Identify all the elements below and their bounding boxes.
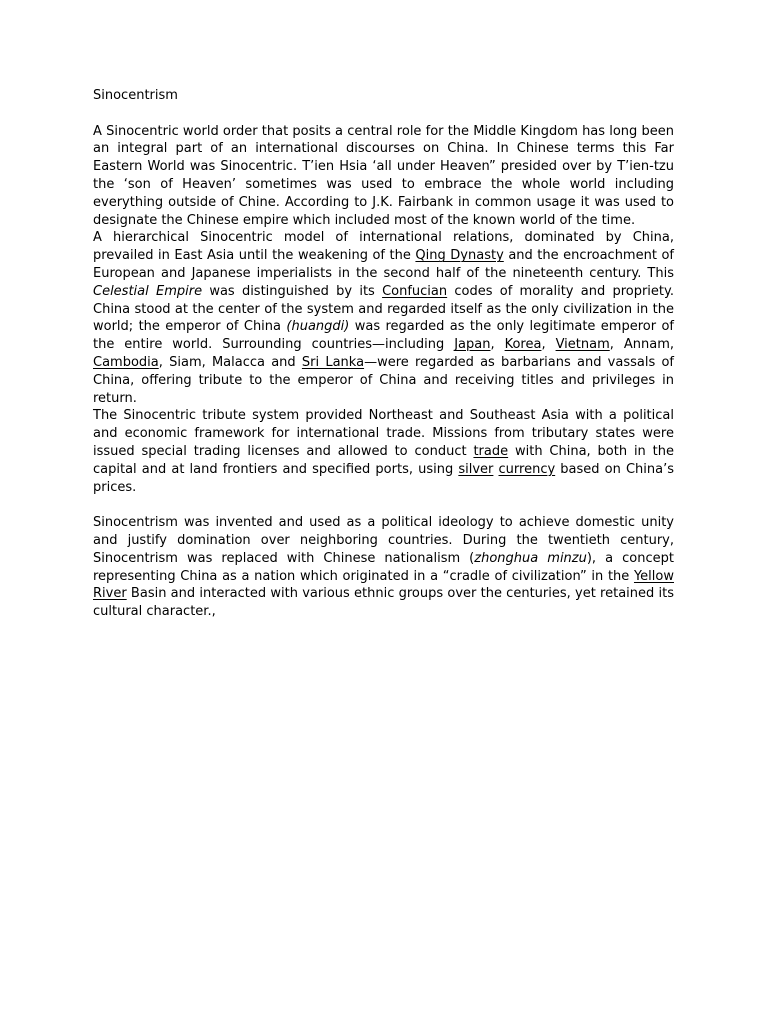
text-run: A Sinocentric world order that posits a central role for the Middle Kingdom has long been an integral part of an international discourses on China. In Chinese terms this Far Eastern World was Sinocentric. T’ien Hsia ‘all under Heaven” presided over by T’ien-tzu the ‘son of Heaven’ sometimes was used to embrace the whole world including everything outside of Chine. According to J.K. Fairbank in common usage it was used to designate the Chinese empire which included most of the known world of the time.	[93, 123, 674, 228]
text-run: was distinguished by its	[202, 283, 383, 299]
paragraph-spacer	[93, 496, 674, 514]
document-body	[93, 123, 674, 621]
text-run: , Siam, Malacca and	[158, 354, 302, 370]
hyperlink[interactable]: Qing Dynasty	[415, 248, 504, 264]
document-page	[93, 87, 674, 621]
italic-text: Celestial Empire	[93, 283, 203, 299]
hyperlink[interactable]: currency	[498, 461, 556, 477]
hyperlink[interactable]: Japan	[454, 337, 491, 353]
text-run: based on China’s prices.	[93, 461, 674, 495]
text-run: A hierarchical Sinocentric model of international relations, dominated by China, prevailed in East Asia until the weakening of the	[93, 230, 674, 264]
text-run: , Annam,	[609, 337, 674, 353]
hyperlink[interactable]: trade	[473, 443, 509, 459]
hyperlink[interactable]: Confucian	[382, 283, 448, 299]
hyperlink[interactable]: silver	[458, 461, 494, 477]
text-run: with China, both in the capital and at land frontiers and specified ports, using	[93, 443, 674, 477]
hyperlink[interactable]: Yellow River	[93, 568, 674, 602]
paragraph-2	[93, 229, 674, 407]
text-run: was regarded as the only legitimate emperor of the entire world. Surrounding countries—including	[93, 319, 674, 353]
paragraph-4	[93, 514, 674, 621]
italic-text: (huangdi)	[286, 319, 350, 335]
text-run: and the encroachment of European and Japanese imperialists in the second half of the nineteenth century. This	[93, 248, 674, 281]
text-run: ,	[490, 337, 505, 353]
text-run: ,	[541, 337, 556, 353]
hyperlink[interactable]: Cambodia	[93, 354, 159, 370]
text-run: Basin and interacted with various ethnic groups over the centuries, yet retained its cultural character.,	[93, 586, 674, 620]
text-run: ), a concept representing China as a nation which originated in a “cradle of civilization” in the	[93, 550, 674, 584]
hyperlink[interactable]: Vietnam	[555, 337, 610, 353]
hyperlink[interactable]: Korea	[504, 337, 542, 353]
italic-text: zhonghua minzu	[474, 550, 587, 566]
text-run: The Sinocentric tribute system provided Northeast and Southeast Asia with a political and economic framework for international trade. Missions from tributary states were issued special trading licenses and allowed to conduct	[93, 408, 674, 459]
text-run: —were regarded as barbarians and vassals of China, offering tribute to the emperor of China and receiving titles and privileges in return.	[93, 354, 674, 406]
text-run: codes of morality and propriety. China stood at the center of the system and regarded itself as the only civilization in the world; the emperor of China	[93, 283, 674, 335]
text-run: Sinocentrism was invented and used as a political ideology to achieve domestic unity and justify domination over neighboring countries. During the twentieth century, Sinocentrism was replaced with Chinese nationalism (	[93, 515, 674, 566]
paragraph-1	[93, 123, 674, 230]
document-title: Sinocentrism	[93, 88, 178, 103]
paragraph-3	[93, 407, 674, 496]
hyperlink[interactable]: Sri Lanka	[301, 354, 365, 370]
